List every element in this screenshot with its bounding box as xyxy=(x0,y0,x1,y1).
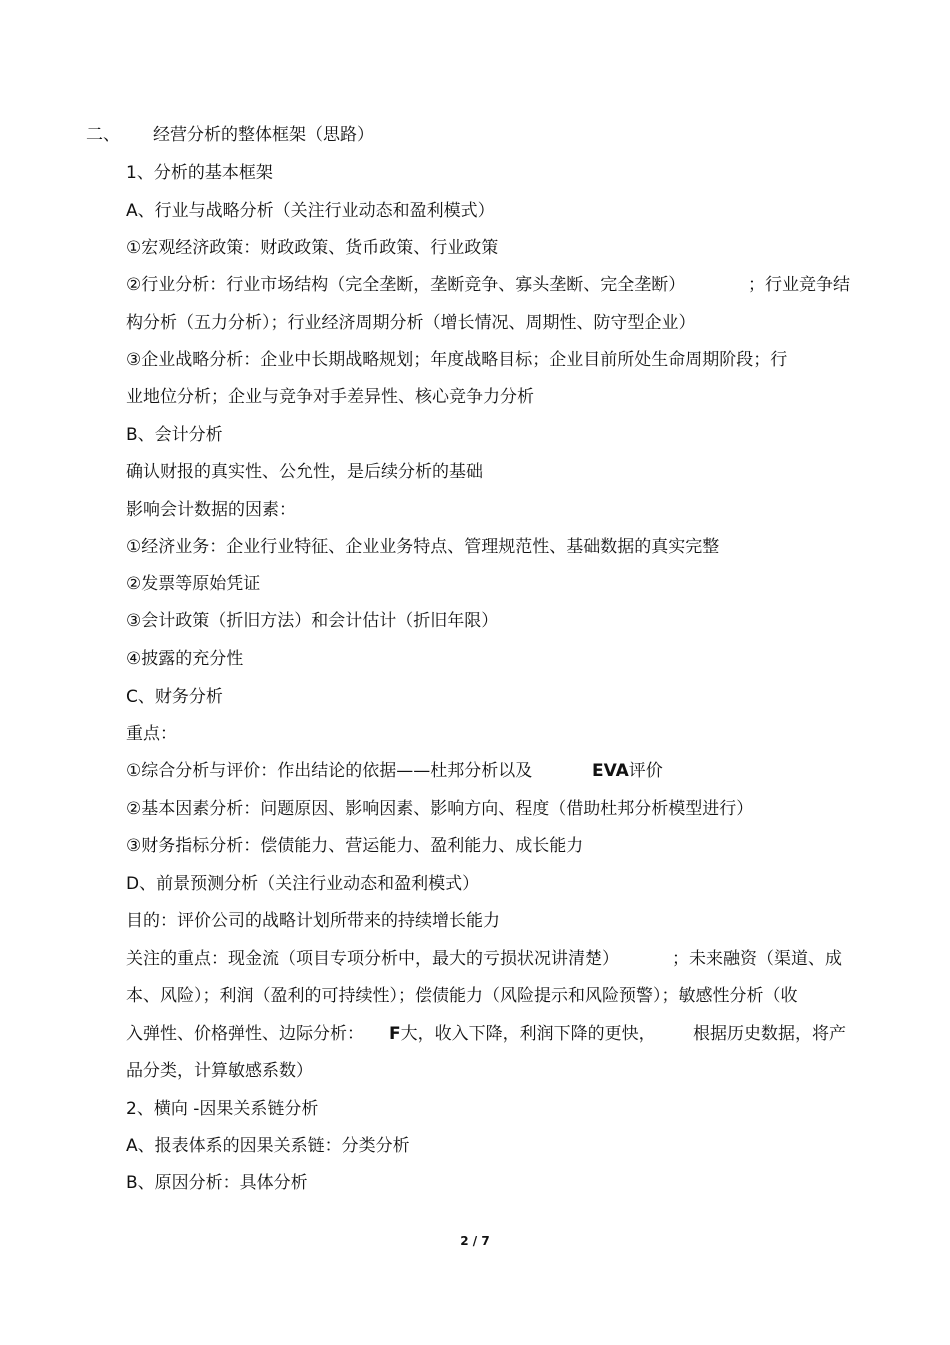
list-item-accounting-policy: ③会计政策（折旧方法）和会计估计（折旧年限） xyxy=(126,611,499,631)
section-title: 经营分析的整体框架（思路） xyxy=(153,125,374,145)
paragraph-focus: 关注的重点：现金流（项目专项分析中，最大的亏损状况讲清楚） xyxy=(126,949,619,969)
paragraph-focus-cont-3: 品分类，计算敏感系数） xyxy=(126,1061,313,1081)
paragraph-focus-cont-2: 入弹性、价格弹性、边际分析： xyxy=(126,1024,364,1044)
paragraph-macro-policy: ①宏观经济政策：财政政策、货币政策、行业政策 xyxy=(126,238,499,258)
paragraph-industry-analysis-cont: 构分析（五力分析）；行业经济周期分析（增长情况、周期性、防守型企业） xyxy=(126,313,696,333)
text-segment: ①综合分析与评价：作出结论的依据——杜邦分析以及 xyxy=(126,761,533,781)
section-number: 二、 xyxy=(86,125,120,145)
paragraph-focus-cont: 本、风险）；利润（盈利的可持续性）；偿债能力（风险提示和风险预警）；敏感性分析（收 xyxy=(126,986,798,1006)
paragraph-corporate-strategy-cont: 业地位分析；企业与竞争对手差异性、核心竞争力分析 xyxy=(126,387,534,407)
list-item-invoices: ②发票等原始凭证 xyxy=(126,574,261,594)
text-segment: 评价 xyxy=(628,761,663,781)
list-item-financial-indicators: ③财务指标分析：偿债能力、营运能力、盈利能力、成长能力 xyxy=(126,836,584,856)
text-segment: ②行业分析：行业市场结构（完全垄断，垄断竞争、寡头垄断、完全垄断） xyxy=(126,275,686,295)
list-item-comprehensive-analysis xyxy=(126,760,532,782)
item-b-accounting: B、会计分析 xyxy=(126,425,223,445)
item-b-cause-analysis: B、原因分析：具体分析 xyxy=(126,1173,308,1193)
subsection-title-2: 2、横向 -因果关系链分析 xyxy=(126,1099,319,1119)
text-segment-f xyxy=(389,1023,656,1045)
list-item-economic-business: ①经济业务：企业行业特征、企业业务特点、管理规范性、基础数据的真实完整 xyxy=(126,537,720,557)
item-a-causal-chain: A、报表体系的因果关系链：分类分析 xyxy=(126,1136,410,1156)
paragraph-accounting-factors: 影响会计数据的因素： xyxy=(126,500,296,520)
text-segment-eva xyxy=(592,760,663,782)
item-a-industry-strategy: A、行业与战略分析（关注行业动态和盈利模式） xyxy=(126,201,495,221)
text-segment-continued: 根据历史数据，将产 xyxy=(693,1024,846,1044)
list-item-disclosure: ④披露的充分性 xyxy=(126,649,244,669)
subsection-title-1: 1、分析的基本框架 xyxy=(126,163,273,183)
variable-f: F xyxy=(389,1024,401,1044)
paragraph-industry-analysis xyxy=(126,274,685,296)
paragraph-key-points: 重点： xyxy=(126,724,177,744)
item-d-forecast: D、前景预测分析（关注行业动态和盈利模式） xyxy=(126,874,480,894)
text-segment-continued: ；未来融资（渠道、成 xyxy=(672,949,842,969)
paragraph-corporate-strategy: ③企业战略分析：企业中长期战略规划；年度战略目标；企业目前所处生命周期阶段；行 xyxy=(126,350,788,370)
eva-term: EVA xyxy=(592,761,629,781)
text-segment-continued: ；行业竞争结 xyxy=(748,275,850,295)
text-segment: 大，收入下降，利润下降的更快， xyxy=(400,1024,656,1044)
paragraph-accounting-purpose: 确认财报的真实性、公允性，是后续分析的基础 xyxy=(126,462,483,482)
item-c-financial: C、财务分析 xyxy=(126,687,223,707)
page-number: 2 / 7 xyxy=(460,1234,490,1248)
paragraph-purpose: 目的：评价公司的战略计划所带来的持续增长能力 xyxy=(126,911,500,931)
list-item-basic-factors: ②基本因素分析：问题原因、影响因素、影响方向、程度（借助杜邦分析模型进行） xyxy=(126,799,754,819)
